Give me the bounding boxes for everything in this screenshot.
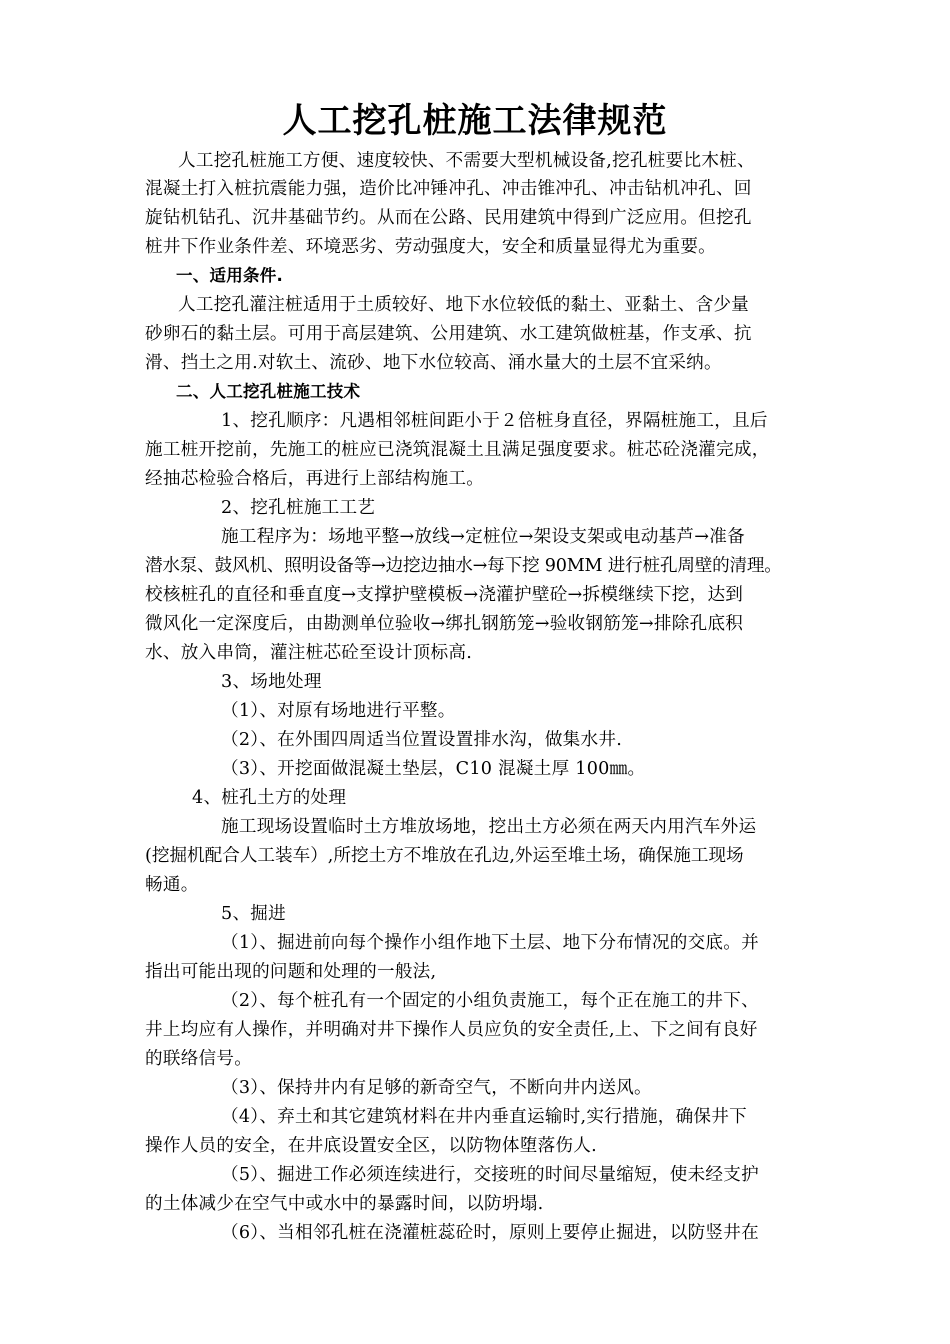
body-line: （2）、在外围四周适当位置设置排水沟，做集水井. — [221, 730, 623, 750]
body-line: （2）、每个桩孔有一个固定的小组负责施工，每个正在施工的井下、 — [221, 991, 759, 1011]
body-line: (挖掘机配合人工装车）,所挖土方不堆放在孔边,外运至堆土场，确保施工现场 — [145, 846, 744, 866]
body-line: 施工桩开挖前，先施工的桩应已浇筑混凝土且满足强度要求。桩芯砼浇灌完成， — [145, 440, 770, 460]
body-line: 砂卵石的黏土层。可用于高层建筑、公用建筑、水工建筑做桩基，作支承、抗 — [145, 324, 752, 344]
body-line: （1）、对原有场地进行平整。 — [221, 701, 456, 721]
body-line: 1、挖孔顺序：凡遇相邻桩间距小于２倍桩身直径，界隔桩施工，且后 — [221, 411, 768, 431]
subsection-heading: 2、挖孔桩施工工艺 — [221, 498, 376, 518]
body-line: 施工程序为：场地平整→放线→定桩位→架设支架或电动基芦→准备 — [221, 527, 745, 547]
body-line: 校核桩孔的直径和垂直度→支撑护壁模板→浇灌护壁砼→拆模继续下挖，达到 — [145, 585, 744, 605]
body-line: 畅通。 — [145, 875, 199, 895]
body-line: 旋钻机钻孔、沉井基础节约。从而在公路、民用建筑中得到广泛应用。但挖孔 — [145, 208, 752, 228]
body-line: （5）、掘进工作必须连续进行，交接班的时间尽量缩短，使未经支护 — [221, 1165, 759, 1185]
body-line: （3）、开挖面做混凝土垫层，C10 混凝土厚 100㎜。 — [221, 759, 646, 779]
body-line: （3）、保持井内有足够的新奇空气，不断向井内送风。 — [221, 1078, 652, 1098]
subsection-heading: 4、桩孔土方的处理 — [192, 788, 347, 808]
body-line: 操作人员的安全，在井底设置安全区，以防物体堕落伤人. — [145, 1136, 597, 1156]
body-line: 的土体减少在空气中或水中的暴露时间，以防坍塌. — [145, 1194, 544, 1214]
document-title: 人工挖孔桩施工法律规范 — [282, 101, 668, 141]
body-line: 的联络信号。 — [145, 1049, 253, 1069]
subsection-heading: 5、掘进 — [221, 904, 286, 924]
section-heading: 一、适用条件. — [176, 266, 284, 285]
body-line: 指出可能出现的问题和处理的一般法, — [145, 962, 437, 982]
body-line: 人工挖孔灌注桩适用于土质较好、地下水位较低的黏土、亚黏土、含少量 — [178, 295, 750, 315]
body-line: 水、放入串筒，灌注桩芯砼至设计顶标高. — [145, 643, 473, 663]
body-line: 潜水泵、鼓风机、照明设备等→边挖边抽水→每下挖 90MM 进行桩孔周壁的清理。 — [145, 556, 782, 576]
body-line: 微风化一定深度后，由勘测单位验收→绑扎钢筋笼→验收钢筋笼→排除孔底积 — [145, 614, 744, 634]
body-line: 混凝土打入桩抗震能力强，造价比冲锤冲孔、冲击锥冲孔、冲击钻机冲孔、回 — [145, 179, 752, 199]
body-line: （4）、弃土和其它建筑材料在井内垂直运输时,实行措施，确保井下 — [221, 1107, 747, 1127]
body-line: 人工挖孔桩施工方便、速度较快、不需要大型机械设备,挖孔桩要比木桩、 — [178, 151, 755, 171]
body-line: 施工现场设置临时土方堆放场地，挖出土方必须在两天内用汽车外运 — [221, 817, 757, 837]
body-line: 井上均应有人操作，并明确对井下操作人员应负的安全责任,上、下之间有良好 — [145, 1020, 758, 1040]
subsection-heading: 3、场地处理 — [221, 672, 322, 692]
body-line: 桩井下作业条件差、环境恶劣、劳动强度大，安全和质量显得尤为重要。 — [145, 237, 717, 257]
body-line: （6）、当相邻孔桩在浇灌桩蕊砼时，原则上要停止掘进，以防竖井在 — [221, 1223, 759, 1243]
body-line: 滑、挡土之用.对软土、流砂、地下水位较高、涌水量大的土层不宜采纳。 — [145, 353, 722, 373]
section-heading: 二、人工挖孔桩施工技术 — [176, 382, 361, 401]
body-line: （1）、掘进前向每个操作小组作地下土层、地下分布情况的交底。并 — [221, 933, 759, 953]
body-line: 经抽芯检验合格后，再进行上部结构施工。 — [145, 469, 485, 489]
